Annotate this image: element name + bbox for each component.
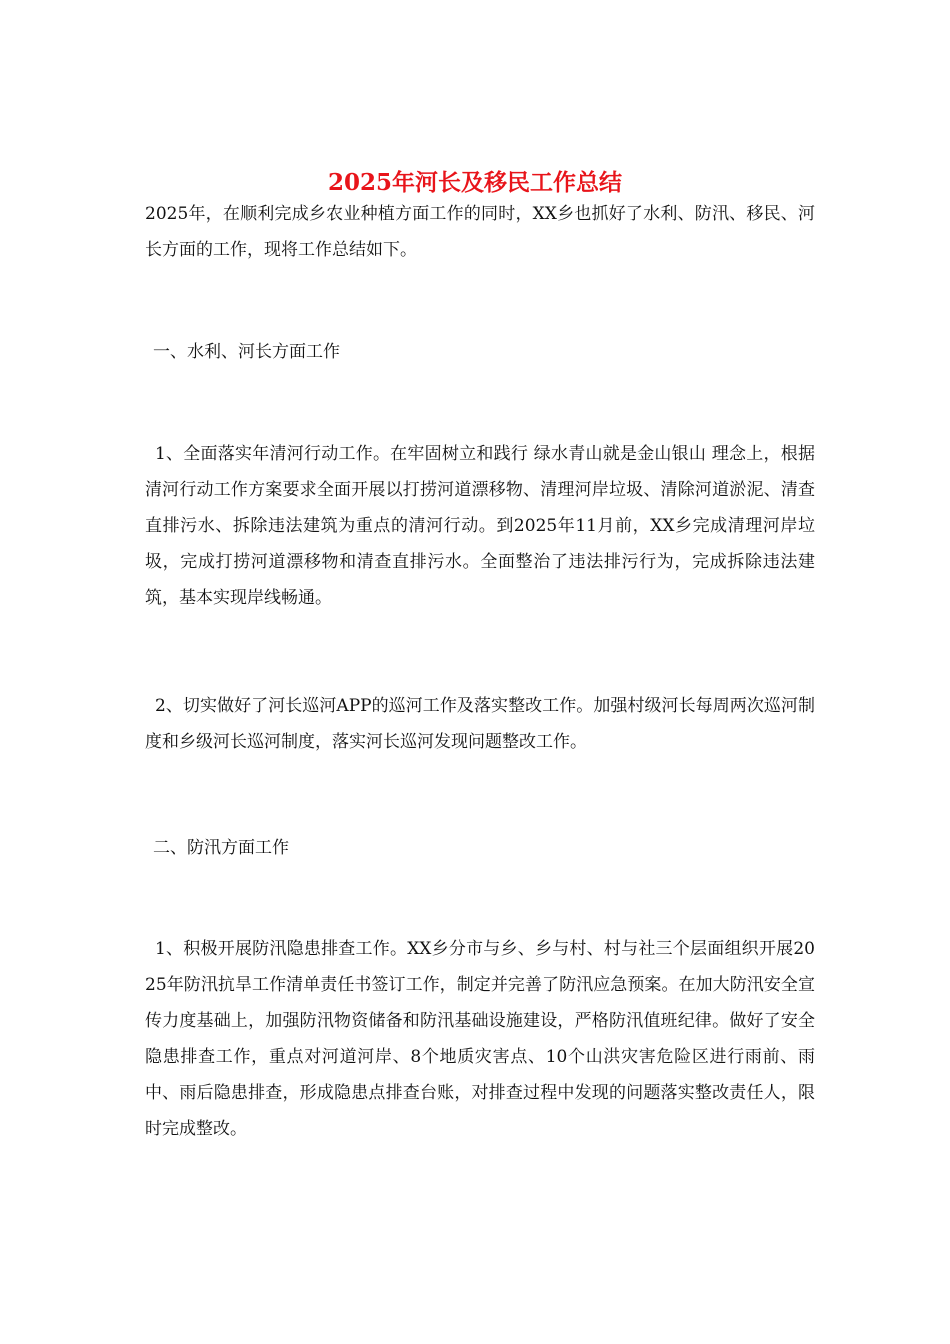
intro-paragraph: 2025年，在顺利完成乡农业种植方面工作的同时，XX乡也抓好了水利、防汛、移民、河长方面的工作，现将工作总结如下。 bbox=[145, 204, 815, 260]
section-1-heading: 一、水利、河长方面工作 bbox=[153, 342, 340, 362]
section-1-item-2: 2、切实做好了河长巡河APP的巡河工作及落实整改工作。加强村级河长每周两次巡河制度和乡级河长巡河制度，落实河长巡河发现问题整改工作。 bbox=[145, 696, 815, 752]
section-1-item-1: 1、全面落实年清河行动工作。在牢固树立和践行 绿水青山就是金山银山 理念上，根据清河行动工作方案要求全面开展以打捞河道漂移物、清理河岸垃圾、清除河道淤泥、清查直排污水、拆除违法建筑为重点的清河行动。到2025年11月前，XX乡完成清理河岸垃圾，完成打捞河道漂移物和清查直排污水。全面整治了违法排污行为，完成拆除违法建筑，基本实现岸线畅通。 bbox=[145, 444, 815, 608]
document-title: 2025年河长及移民工作总结 bbox=[327, 169, 622, 197]
section-2-heading: 二、防汛方面工作 bbox=[153, 838, 289, 858]
section-2-item-1: 1、积极开展防汛隐患排查工作。XX乡分市与乡、乡与村、村与社三个层面组织开展2025年防汛抗旱工作清单责任书签订工作，制定并完善了防汛应急预案。在加大防汛安全宣传力度基础上，加强防汛物资储备和防汛基础设施建设，严格防汛值班纪律。做好了安全隐患排查工作，重点对河道河岸、8个地质灾害点、10个山洪灾害危险区进行雨前、雨中、雨后隐患排查，形成隐患点排查台账，对排查过程中发现的问题落实整改责任人，限时完成整改。 bbox=[145, 939, 815, 1139]
